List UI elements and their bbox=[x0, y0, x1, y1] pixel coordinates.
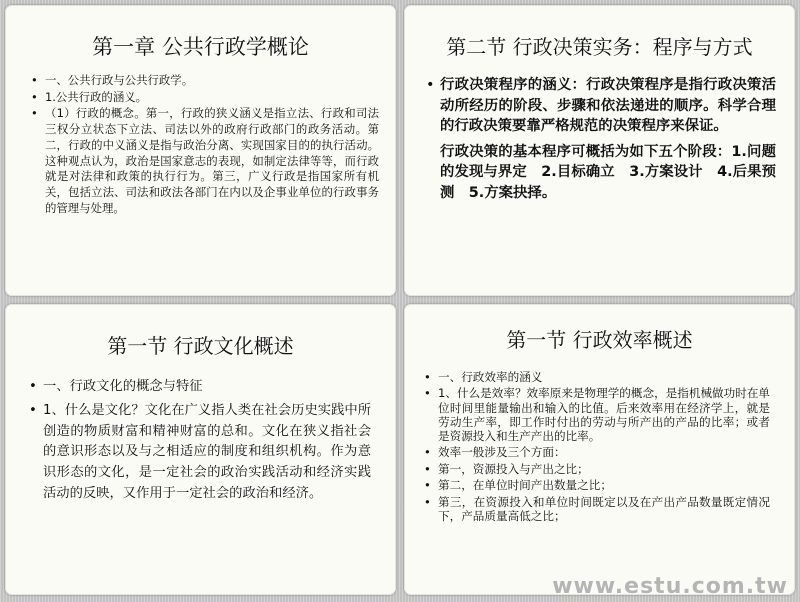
slide-title: 第一节 行政效率概述 bbox=[506, 328, 693, 352]
slide-administrative-culture bbox=[5, 304, 396, 595]
bullet-list bbox=[424, 370, 770, 525]
site-watermark: www.estu.com.tw bbox=[552, 574, 788, 599]
list-item bbox=[31, 73, 379, 89]
list-item-text: 第一，资源投入与产出之比； bbox=[438, 461, 589, 476]
bullet-icon: • bbox=[424, 445, 431, 460]
list-item bbox=[426, 75, 776, 203]
bullet-list bbox=[29, 377, 371, 508]
bullet-icon: • bbox=[424, 478, 431, 493]
bullet-icon: • bbox=[29, 402, 37, 418]
bullet-icon: • bbox=[31, 73, 38, 87]
bullet-icon: • bbox=[424, 370, 431, 384]
slide-title: 第一节 行政文化概述 bbox=[107, 334, 294, 358]
list-item bbox=[29, 401, 371, 505]
list-item-text: 1、什么是文化？文化在广义指人类在社会历史实践中所创造的物质财富和精神财富的总和。文化在狭义指社会的意识形态以及与之相适应的制度和组织机构。作为意识形态的文化，是一定社会的政治实践活动和经济实践活动的反映，又作用于一定社会的政治和经济。 bbox=[43, 402, 371, 501]
slide-public-administration bbox=[5, 5, 396, 296]
list-item bbox=[424, 478, 770, 492]
list-item bbox=[424, 495, 770, 523]
list-item bbox=[31, 106, 379, 216]
list-item bbox=[424, 462, 770, 476]
bullet-icon: • bbox=[424, 386, 431, 401]
bullet-icon: • bbox=[31, 89, 38, 104]
slide-administrative-efficiency bbox=[404, 304, 795, 595]
slide-title: 第二节 行政决策实务：程序与方式 bbox=[446, 35, 753, 59]
bullet-icon: • bbox=[424, 461, 431, 476]
list-item-text: 效率一般涉及三个方面： bbox=[438, 445, 566, 460]
list-item bbox=[29, 377, 371, 398]
list-item-text: 一、行政效率的涵义 bbox=[438, 370, 543, 384]
list-item-text: 1.公共行政的涵义。 bbox=[45, 89, 147, 104]
list-item bbox=[31, 90, 379, 106]
slide-title: 第一章 公共行政学概论 bbox=[92, 35, 309, 59]
list-item-text: 一、行政文化的概念与特征 bbox=[43, 379, 203, 394]
list-item-text: 行政决策的基本程序可概括为如下五个阶段：1.问题的发现与界定 2.目标确立 3.方案设计 4.后果预测 5.方案抉择。 bbox=[440, 143, 776, 201]
list-item bbox=[424, 445, 770, 459]
list-item-text: 1、什么是效率？效率原来是物理学的概念，是指机械做功时在单位时间里能量输出和输入的比值。后来效率用在经济学上，就是劳动生产率，即工作时付出的劳动与所产出的产品的比率；或者是资源投入和生产产出的比率。 bbox=[438, 386, 771, 443]
bullet-icon: • bbox=[424, 494, 431, 509]
list-item-text: 一、公共行政与公共行政学。 bbox=[45, 73, 194, 87]
bullet-list bbox=[31, 73, 379, 217]
list-item bbox=[424, 386, 770, 443]
bullet-icon: • bbox=[29, 379, 37, 394]
list-item-text: 第二，在单位时间产出数量之比； bbox=[438, 478, 612, 493]
list-item-text: 行政决策程序的涵义：行政决策程序是指行政决策活动所经历的阶段、步骤和依法递进的顺序。科学合理的行政决策要靠严格规范的决策程序来保证。 bbox=[440, 77, 776, 134]
list-item bbox=[424, 370, 770, 384]
list-item-text: （1）行政的概念。第一，行政的狭义涵义是指立法、行政和司法三权分立状态下立法、司法以外的政府行政部门的政务活动。第二，行政的中义涵义是指与政治分离、实现国家目的的执行活动。这种观点认为，政治是国家意志的表现，如制定法律等等，而行政就是对法律和政策的执行行为。第三，广义行政是指国家所有机关，包括立法、司法和政法各部门在内以及企事业单位的行政事务的管理与处理。 bbox=[45, 106, 379, 215]
bullet-icon: • bbox=[31, 106, 38, 121]
bullet-icon: • bbox=[426, 77, 435, 93]
slide-decision-procedure bbox=[404, 5, 795, 296]
bullet-list bbox=[426, 75, 776, 203]
list-item-text: 第三，在资源投入和单位时间既定以及在产出产品数量既定情况下，产品质量高低之比； bbox=[438, 494, 770, 523]
